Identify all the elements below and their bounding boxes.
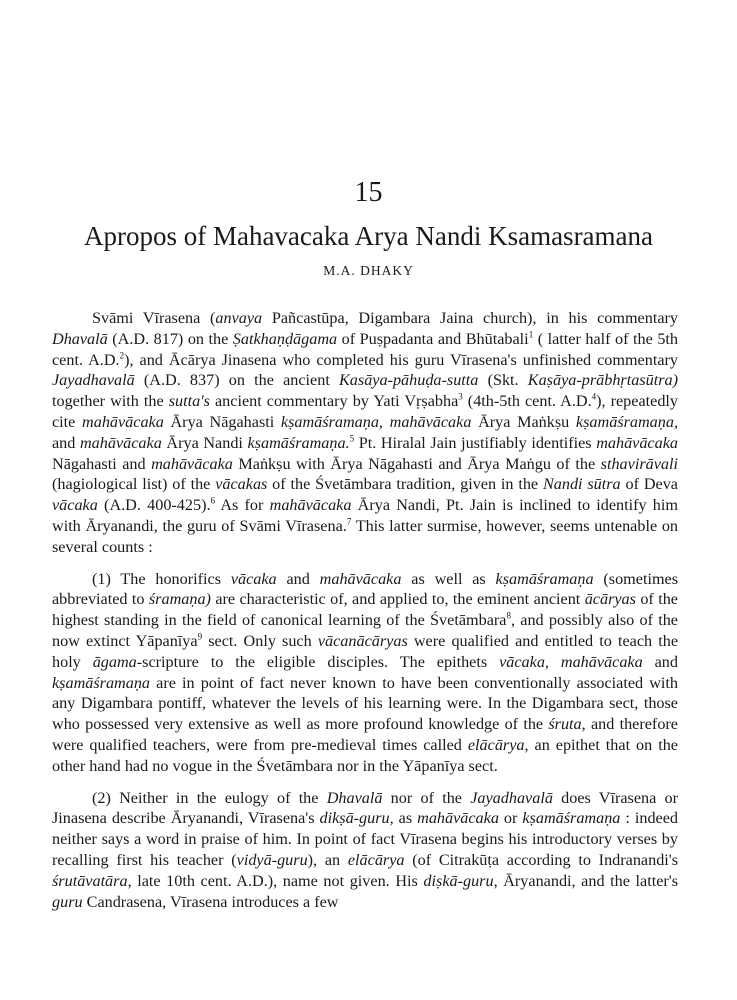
italic-term: vācakas bbox=[215, 475, 268, 494]
text-run: Maṅkṣu with Ārya Nāgahasti and Ārya Maṅgu of the bbox=[232, 454, 601, 473]
chapter-number: 15 bbox=[354, 177, 383, 208]
footnote-marker: 8 bbox=[506, 610, 511, 621]
italic-term: kṣamāśramaṇa, bbox=[280, 412, 383, 431]
italic-term: vācaka bbox=[230, 569, 277, 588]
body-text bbox=[52, 308, 678, 923]
italic-term: dikṣā-guru bbox=[319, 809, 390, 828]
text-run: Pt. Hiralal Jain justifiably identifies bbox=[354, 433, 597, 452]
text-run: of Deva bbox=[620, 475, 678, 494]
italic-term: elācārya bbox=[347, 850, 405, 869]
italic-term: mahāvācaka bbox=[417, 809, 499, 828]
text-run: , as bbox=[389, 809, 418, 828]
italic-term: Nandi sūtra bbox=[542, 475, 621, 494]
footnote-marker: 6 bbox=[210, 495, 216, 506]
italic-term: mahāvācaka bbox=[82, 412, 164, 431]
italic-term: elācārya bbox=[467, 735, 525, 754]
text-run: of the Śvetāmbara tradition, given in the bbox=[267, 475, 543, 494]
italic-term: sutta's bbox=[168, 392, 210, 411]
footnote-marker: 9 bbox=[197, 631, 203, 642]
paragraph bbox=[52, 788, 678, 913]
text-run: Ārya Maṅkṣu bbox=[471, 412, 576, 431]
text-run: were qualified and entitled to teach the holy bbox=[52, 631, 678, 671]
text-run: Pañcastūpa, Digambara Jaina church), in his commentary bbox=[262, 309, 678, 327]
text-run: (sometimes abbreviated to bbox=[52, 569, 679, 609]
italic-term: kṣamāśramaṇa bbox=[522, 809, 621, 828]
italic-term: sthavirāvali bbox=[600, 454, 678, 473]
italic-term: diṣkā-guru bbox=[423, 871, 494, 890]
italic-term: kṣamāśramaṇa, bbox=[575, 412, 678, 431]
text-run: Svāmi Vīrasena ( bbox=[92, 309, 216, 327]
text-run: sect. Only such bbox=[202, 631, 318, 650]
author-name: M.A. DHAKY bbox=[323, 263, 414, 278]
footnote-marker: 4 bbox=[591, 391, 597, 402]
italic-term: ācāryas bbox=[584, 590, 636, 609]
footnote-marker: 1 bbox=[528, 329, 534, 340]
text-run: Ārya Nandi bbox=[161, 433, 248, 452]
text-run: (of Citrakūṭa according to Indranandi's bbox=[404, 850, 679, 869]
text-run: Candrasena, Vīrasena introduces a few bbox=[82, 892, 339, 911]
italic-term: āgama bbox=[92, 652, 137, 671]
italic-term: vidyā-guru bbox=[236, 850, 308, 869]
text-run: (1) The honorifics bbox=[92, 569, 231, 588]
italic-term: Jayadhavalā bbox=[470, 788, 553, 807]
text-run: (hagiological list) of the bbox=[52, 475, 216, 494]
italic-term: Jayadhavalā bbox=[52, 371, 135, 390]
text-run: of the highest standing in the field of canonical learning of the Śvetāmbara bbox=[52, 590, 678, 630]
italic-term: śrutāvatāra bbox=[52, 871, 128, 890]
text-run: , late 10th cent. A.D.), name not given. His bbox=[127, 871, 424, 890]
text-run: (2) Neither in the eulogy of the bbox=[92, 788, 327, 807]
text-run: (A.D. 400-425). bbox=[97, 496, 211, 515]
footnote-marker: 5 bbox=[349, 433, 355, 444]
italic-term: kṣamāśramaṇa. bbox=[247, 433, 350, 452]
text-run: are characteristic of, and applied to, the eminent ancient bbox=[210, 590, 585, 609]
text-run: (Skt. bbox=[478, 371, 528, 390]
italic-term: mahāvācaka bbox=[79, 433, 162, 452]
italic-term: vācanācāryas bbox=[317, 631, 408, 650]
text-run: -scripture to the eligible disciples. The epithets bbox=[136, 652, 500, 671]
text-run: Nāgahasti and bbox=[52, 454, 152, 473]
text-run: Ārya Nāgahasti bbox=[163, 412, 281, 431]
italic-term: guru bbox=[52, 892, 83, 911]
italic-term: mahāvācaka bbox=[319, 569, 402, 588]
italic-term: mahāvācaka bbox=[389, 412, 472, 431]
text-run: and bbox=[276, 569, 320, 588]
text-run: together with the bbox=[52, 392, 169, 411]
text-run: : indeed neither says a word in praise of him. In point of fact Vīrasena begins his introductory verses by recalling first his teacher ( bbox=[52, 809, 679, 869]
italic-term: Kasāya-pāhuḍa-sutta bbox=[339, 371, 479, 390]
text-run bbox=[383, 413, 390, 431]
text-run: ancient commentary by Yati Vṛṣabha bbox=[209, 392, 459, 411]
text-run: (A.D. 837) on the ancient bbox=[134, 371, 339, 390]
italic-term: vācaka, mahāvācaka bbox=[499, 652, 643, 671]
text-run: of Puṣpadanta and Bhūtabali bbox=[337, 329, 529, 348]
text-run: or bbox=[498, 809, 523, 828]
italic-term: mahāvācaka bbox=[269, 496, 352, 515]
text-run: (A.D. 817) on the bbox=[107, 329, 233, 348]
chapter-title: Apropos of Mahavacaka Arya Nandi Ksamasramana bbox=[83, 221, 654, 251]
text-run: as well as bbox=[401, 569, 496, 588]
italic-term: śruta bbox=[548, 715, 582, 734]
text-run: does Vīrasena or Jinasena describe Āryanandi, Vīrasena's bbox=[52, 788, 678, 828]
text-run: As for bbox=[215, 496, 270, 515]
italic-term: mahāvācaka bbox=[596, 433, 678, 452]
text-run: and bbox=[52, 433, 80, 452]
text-run: , and therefore were qualified teachers, were from pre-medieval times called bbox=[52, 715, 678, 754]
italic-term: kṣamāśramaṇa bbox=[52, 673, 151, 692]
italic-term: Dhavalā bbox=[326, 788, 383, 807]
text-run: This latter surmise, however, seems untenable on several counts : bbox=[52, 516, 679, 556]
text-run: are in point of fact never known to have been conventionally associated with any Digambara pontiff, whatever the levels of his learning were. In the Digambara sect, those who possessed very extensive as well as more profound knowledge of the bbox=[52, 673, 678, 734]
italic-term: kṣamāśramaṇa bbox=[495, 569, 594, 588]
text-run: (4th-5th cent. A.D. bbox=[462, 392, 592, 411]
text-run: , and possibly also of the now extinct Yāpanīya bbox=[52, 611, 678, 650]
text-run: nor of the bbox=[382, 788, 471, 807]
footnote-marker: 3 bbox=[458, 391, 463, 402]
italic-term: anvaya bbox=[215, 309, 263, 327]
text-run: and bbox=[642, 652, 678, 671]
paragraph bbox=[52, 569, 678, 777]
paragraph bbox=[52, 308, 678, 558]
italic-term: Dhavalā bbox=[52, 329, 108, 348]
text-run: ), repeatedly cite bbox=[52, 392, 679, 431]
italic-term: Kaṣāya-prābhṛtasūtra) bbox=[527, 371, 678, 390]
text-run: ( latter half of the 5th cent. A.D. bbox=[52, 329, 678, 369]
text-run: ), and Ācārya Jinasena who completed his guru Vīrasena's unfinished commentary bbox=[124, 350, 678, 369]
text-run: ), an bbox=[307, 850, 348, 869]
footnote-marker: 2 bbox=[119, 350, 125, 361]
text-run: , an epithet that on the other hand had no vogue in the Śvetāmbara nor in the Yāpanīya sect. bbox=[52, 735, 678, 775]
italic-term: śramaṇa) bbox=[148, 590, 211, 609]
italic-term: vācaka bbox=[52, 496, 98, 515]
text-run: , Āryanandi, and the latter's bbox=[493, 871, 678, 890]
text-run: Ārya Nandi, Pt. Jain is inclined to identify him with Āryanandi, the guru of Svāmi Vīrasena. bbox=[52, 496, 678, 535]
footnote-marker: 7 bbox=[346, 516, 352, 527]
italic-term: mahāvācaka bbox=[151, 454, 233, 473]
italic-term: Ṣatkhaṇḍāgama bbox=[232, 329, 338, 348]
